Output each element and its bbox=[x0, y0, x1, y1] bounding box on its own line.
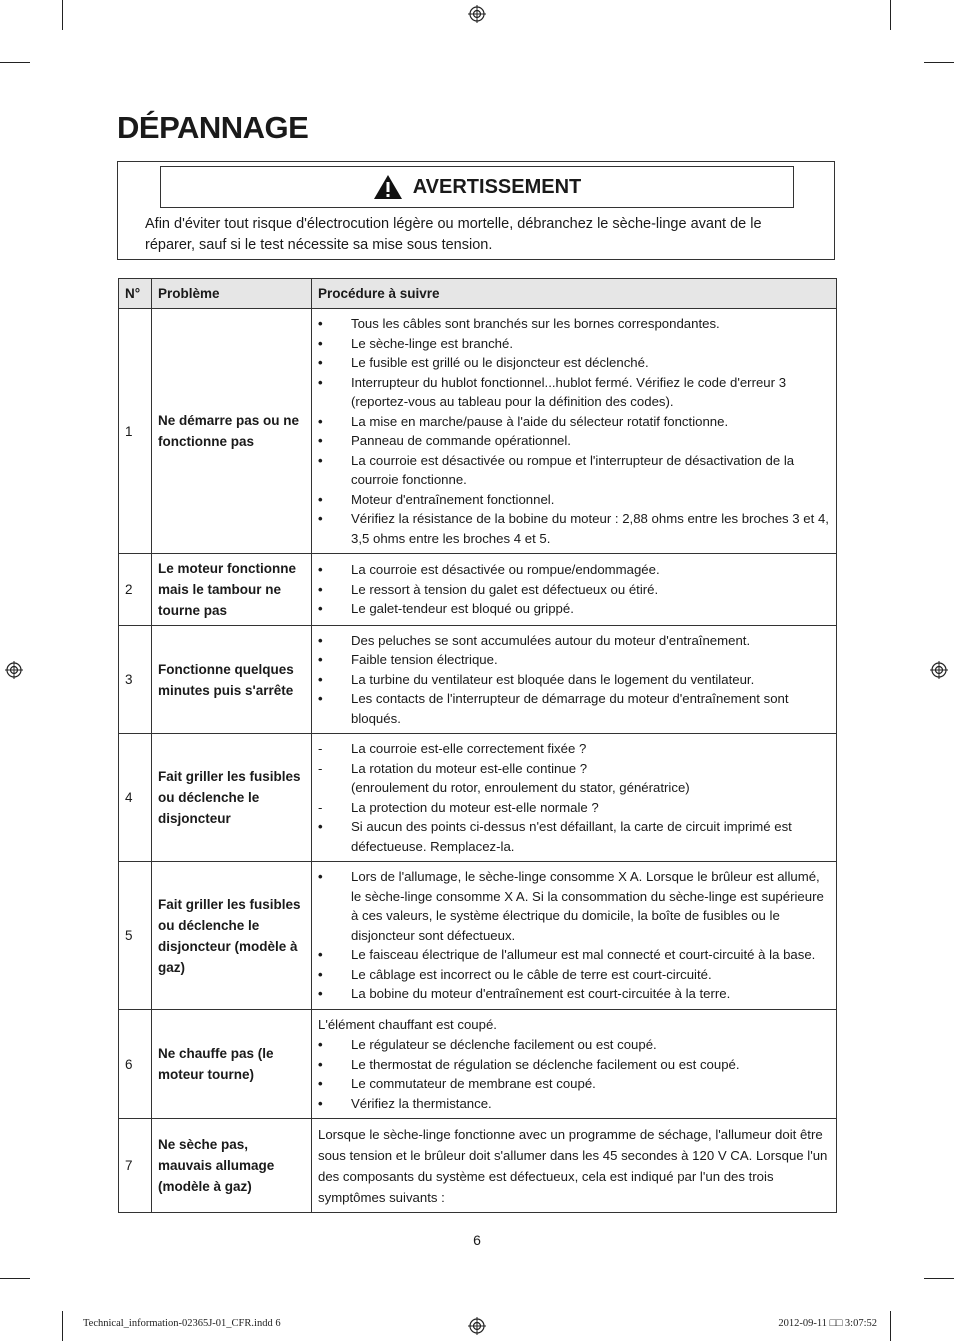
header-problem: Problème bbox=[152, 279, 312, 309]
warning-header bbox=[160, 166, 794, 208]
footer-file: Technical_information-02365J-01_CFR.indd 6 bbox=[83, 1318, 281, 1329]
header-procedure: Procédure à suivre bbox=[312, 279, 837, 309]
page-title: DÉPANNAGE bbox=[117, 110, 309, 145]
list-item: • La courroie est désactivée ou rompue et l'interrupteur de désactivation de la courroie fonctionne. bbox=[318, 451, 830, 490]
list-item: - La rotation du moteur est-elle continue ? bbox=[318, 759, 830, 779]
row-problem: Ne chauffe pas (le moteur tourne) bbox=[152, 1010, 312, 1119]
warning-triangle-icon bbox=[373, 174, 403, 200]
row-problem: Fait griller les fusibles ou déclenche le disjoncteur bbox=[152, 734, 312, 862]
list-item: • Vérifiez la thermistance. bbox=[318, 1094, 830, 1114]
row-problem: Ne démarre pas ou ne fonctionne pas bbox=[152, 309, 312, 554]
list-item: • La courroie est désactivée ou rompue/endommagée. bbox=[318, 560, 830, 580]
list-item-continuation: (enroulement du rotor, enroulement du stator, génératrice) bbox=[351, 780, 690, 795]
crop-mark bbox=[62, 0, 63, 30]
table-row bbox=[119, 309, 837, 554]
list-item: • Le sèche-linge est branché. bbox=[318, 334, 830, 354]
page-number: 6 bbox=[473, 1232, 481, 1248]
procedure-intro: L'élément chauffant est coupé. bbox=[318, 1017, 497, 1032]
header-number: N° bbox=[119, 279, 152, 309]
list-item: • Les contacts de l'interrupteur de démarrage du moteur d'entraînement sont bloqués. bbox=[318, 689, 830, 728]
list-item: • Le thermostat de régulation se déclenche facilement ou est coupé. bbox=[318, 1055, 830, 1075]
row-number: 2 bbox=[119, 554, 152, 626]
row-procedure bbox=[312, 1119, 837, 1213]
crop-mark bbox=[924, 1278, 954, 1279]
warning-box bbox=[117, 161, 835, 260]
list-item: • La bobine du moteur d'entraînement est court-circuitée à la terre. bbox=[318, 984, 830, 1004]
list-item: • Le câblage est incorrect ou le câble de terre est court-circuité. bbox=[318, 965, 830, 985]
row-procedure bbox=[312, 554, 837, 626]
list-item: - La courroie est-elle correctement fixée ? bbox=[318, 739, 830, 759]
registration-mark-icon bbox=[468, 5, 486, 23]
row-problem: Fait griller les fusibles ou déclenche le disjoncteur (modèle à gaz) bbox=[152, 862, 312, 1010]
row-number: 5 bbox=[119, 862, 152, 1010]
warning-text: Afin d'éviter tout risque d'électrocution légère ou mortelle, débranchez le sèche-linge avant de le réparer, sauf si le test nécessite sa mise sous tension. bbox=[145, 216, 762, 253]
list-item: • Le commutateur de membrane est coupé. bbox=[318, 1074, 830, 1094]
row-problem: Fonctionne quelques minutes puis s'arrête bbox=[152, 626, 312, 734]
list-item: • Si aucun des points ci-dessus n'est défaillant, la carte de circuit imprimé est défectueuse. Remplacez-la. bbox=[318, 817, 830, 856]
registration-mark-icon bbox=[930, 661, 948, 679]
procedure-paragraph: Lorsque le sèche-linge fonctionne avec un programme de séchage, l'allumeur doit être sous tension et le brûleur doit s'allumer dans les 45 secondes à 120 V CA. Lorsque l'un des composants du système est défectueux, cela est indiqué par l'un des trois symptômes suivants : bbox=[318, 1126, 828, 1205]
crop-mark bbox=[0, 1278, 30, 1279]
crop-mark bbox=[62, 1311, 63, 1341]
row-procedure bbox=[312, 309, 837, 554]
list-item: • Tous les câbles sont branchés sur les bornes correspondantes. bbox=[318, 314, 830, 334]
row-problem: Le moteur fonctionne mais le tambour ne tourne pas bbox=[152, 554, 312, 626]
row-procedure bbox=[312, 734, 837, 862]
crop-mark bbox=[924, 62, 954, 63]
table-row bbox=[119, 862, 837, 1010]
list-item: • Des peluches se sont accumulées autour du moteur d'entraînement. bbox=[318, 631, 830, 651]
row-procedure bbox=[312, 626, 837, 734]
table-row bbox=[119, 626, 837, 734]
row-number: 7 bbox=[119, 1119, 152, 1213]
row-procedure bbox=[312, 1010, 837, 1119]
list-item: • Faible tension électrique. bbox=[318, 650, 830, 670]
row-problem: Ne sèche pas, mauvais allumage (modèle à gaz) bbox=[152, 1119, 312, 1213]
list-item: • La mise en marche/pause à l'aide du sélecteur rotatif fonctionne. bbox=[318, 412, 830, 432]
row-number: 6 bbox=[119, 1010, 152, 1119]
table-row bbox=[119, 554, 837, 626]
table-row bbox=[119, 1119, 837, 1213]
list-item: • Le galet-tendeur est bloqué ou grippé. bbox=[318, 599, 830, 619]
row-number: 1 bbox=[119, 309, 152, 554]
list-item: • Vérifiez la résistance de la bobine du moteur : 2,88 ohms entre les broches 3 et 4, 3,5 ohms entre les broches 4 et 5. bbox=[318, 509, 830, 548]
list-item: • Le ressort à tension du galet est défectueux ou étiré. bbox=[318, 580, 830, 600]
table-row bbox=[119, 734, 837, 862]
registration-mark-icon bbox=[468, 1317, 486, 1335]
crop-mark bbox=[0, 62, 30, 63]
row-procedure bbox=[312, 862, 837, 1010]
list-item: • La turbine du ventilateur est bloquée dans le logement du ventilateur. bbox=[318, 670, 830, 690]
table-row bbox=[119, 1010, 837, 1119]
troubleshooting-table bbox=[118, 278, 837, 1213]
footer-datetime: 2012-09-11 □□ 3:07:52 bbox=[778, 1318, 877, 1329]
row-number: 3 bbox=[119, 626, 152, 734]
warning-title: AVERTISSEMENT bbox=[412, 175, 582, 198]
row-number: 4 bbox=[119, 734, 152, 862]
list-item: • Le fusible est grillé ou le disjoncteur est déclenché. bbox=[318, 353, 830, 373]
list-item: • Interrupteur du hublot fonctionnel...hublot fermé. Vérifiez le code d'erreur 3 (reportez-vous au tableau pour la définition des codes). bbox=[318, 373, 830, 412]
list-item: • Panneau de commande opérationnel. bbox=[318, 431, 830, 451]
crop-mark bbox=[890, 1311, 891, 1341]
table-header-row bbox=[119, 279, 837, 309]
registration-mark-icon bbox=[5, 661, 23, 679]
list-item: • Le régulateur se déclenche facilement ou est coupé. bbox=[318, 1035, 830, 1055]
list-item: • Moteur d'entraînement fonctionnel. bbox=[318, 490, 830, 510]
list-item: - La protection du moteur est-elle normale ? bbox=[318, 798, 830, 818]
list-item: • Lors de l'allumage, le sèche-linge consomme X A. Lorsque le brûleur est allumé, le sèche-linge consomme X A. Si la consommation du sèche-linge est supérieure à ces valeurs, le système électrique du domicile, la boîte de fusibles ou le disjoncteur sont défectueux. bbox=[318, 867, 830, 945]
list-item: • Le faisceau électrique de l'allumeur est mal connecté et court-circuité à la base. bbox=[318, 945, 830, 965]
crop-mark bbox=[890, 0, 891, 30]
